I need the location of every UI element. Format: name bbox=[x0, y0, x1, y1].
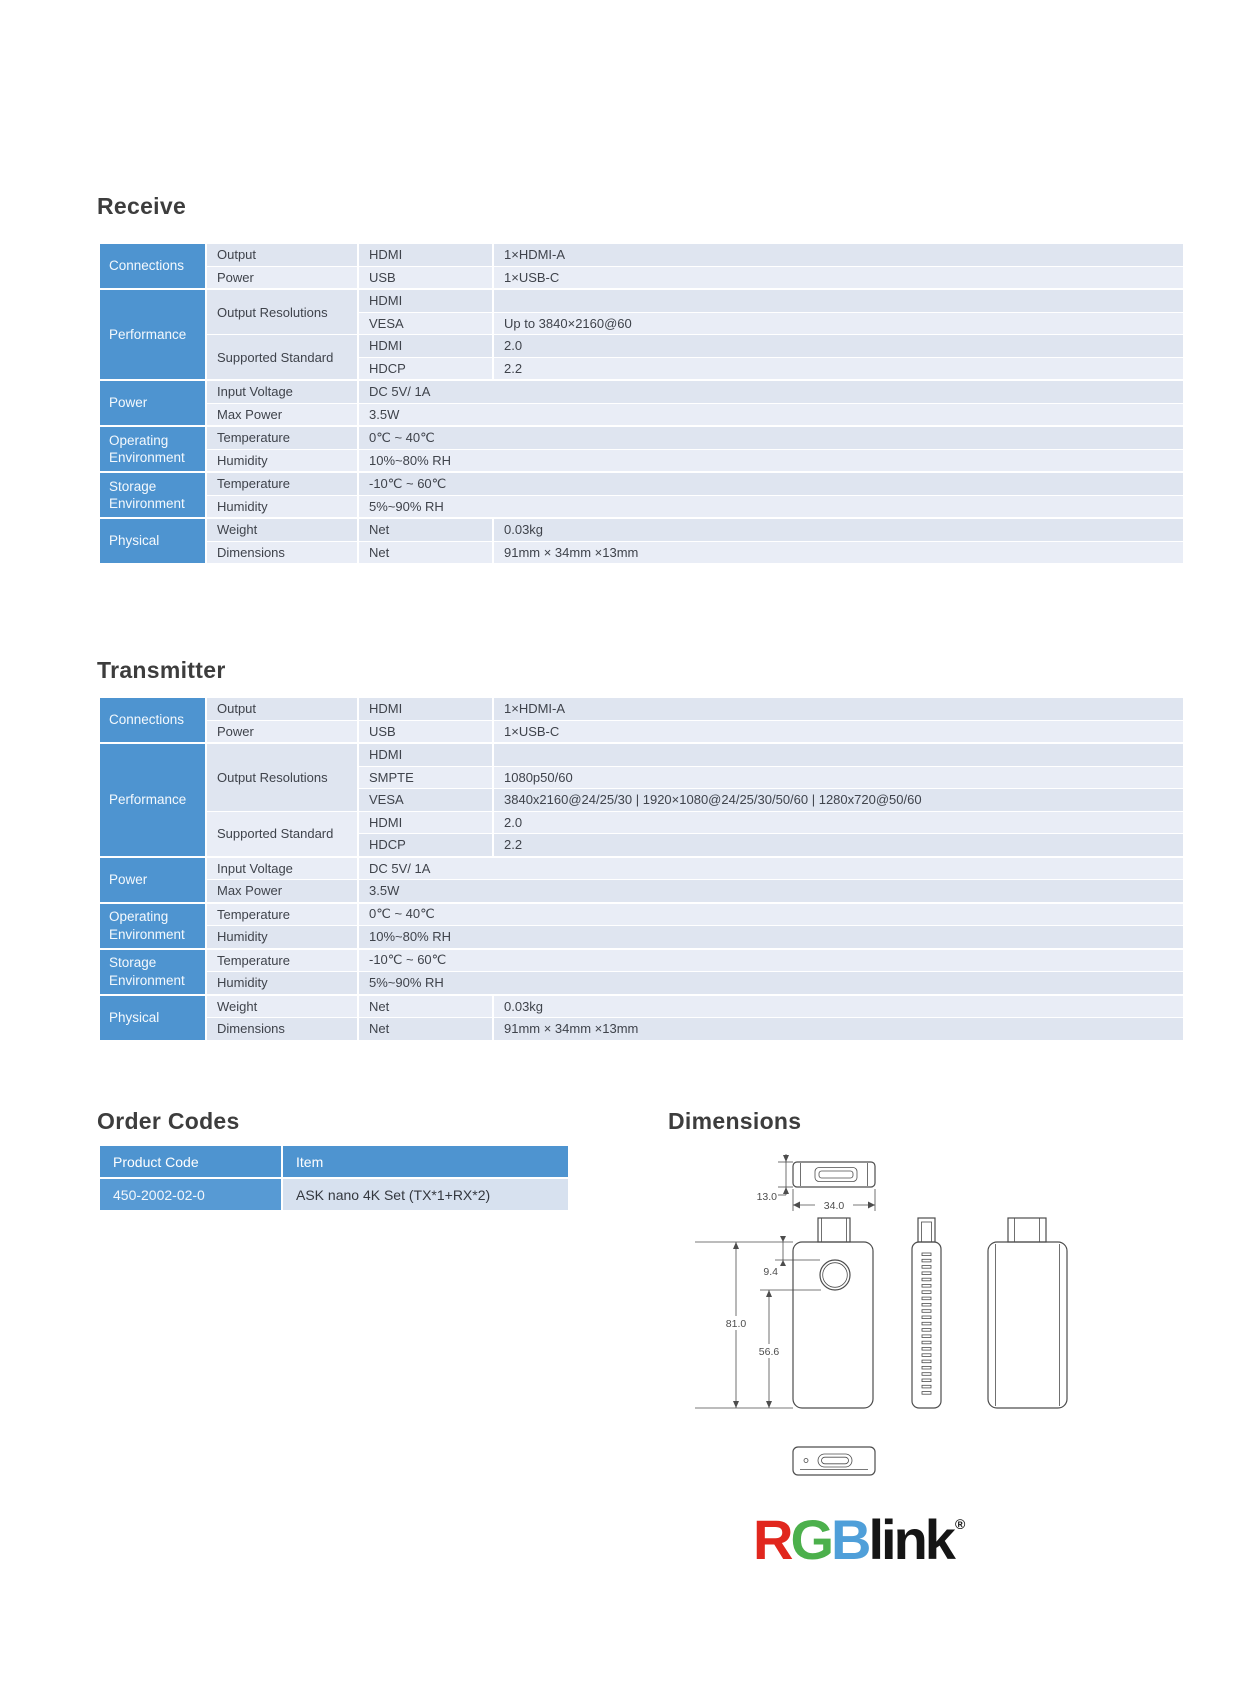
spec-subgroup bbox=[207, 721, 1183, 743]
spec-group-label: Storage Environment bbox=[100, 950, 205, 994]
spec-param-cell: Temperature bbox=[207, 473, 357, 495]
spec-param-cell: Output Resolutions bbox=[207, 290, 357, 334]
spec-row bbox=[359, 381, 1183, 403]
spec-group-label: Physical bbox=[100, 519, 205, 563]
back-view bbox=[988, 1218, 1067, 1408]
order-codes-header-product-code: Product Code bbox=[100, 1146, 281, 1177]
dimensions-drawing bbox=[650, 1148, 1090, 1488]
spec-subrows bbox=[359, 496, 1183, 518]
spec-value-cell: 91mm × 34mm ×13mm bbox=[494, 542, 1183, 564]
spec-row bbox=[359, 244, 1183, 266]
item-value: ASK nano 4K Set (TX*1+RX*2) bbox=[283, 1179, 568, 1210]
spec-key-cell: HDMI bbox=[359, 698, 492, 720]
spec-row bbox=[359, 767, 1183, 789]
spec-subrows bbox=[359, 996, 1183, 1018]
spec-subgroup bbox=[207, 473, 1183, 495]
spec-group-label: Physical bbox=[100, 996, 205, 1040]
spec-group-label: Operating Environment bbox=[100, 904, 205, 948]
spec-value-cell: 3.5W bbox=[359, 880, 1183, 902]
spec-subgroup bbox=[207, 1018, 1183, 1040]
dim-width bbox=[793, 1189, 875, 1212]
front-view bbox=[793, 1218, 873, 1408]
spec-value-cell: 0℃ ~ 40℃ bbox=[359, 904, 1183, 926]
spec-group-rows bbox=[207, 244, 1183, 288]
spec-value-cell: 10%~80% RH bbox=[359, 450, 1183, 472]
spec-row bbox=[359, 427, 1183, 449]
spec-row bbox=[359, 904, 1183, 926]
spec-group bbox=[100, 427, 1183, 471]
spec-row bbox=[359, 290, 1183, 312]
spec-key-cell: VESA bbox=[359, 789, 492, 811]
spec-row bbox=[359, 834, 1183, 856]
spec-value-cell: -10℃ ~ 60℃ bbox=[359, 950, 1183, 972]
spec-subgroup bbox=[207, 880, 1183, 902]
spec-value-cell: 10%~80% RH bbox=[359, 926, 1183, 948]
spec-row bbox=[359, 950, 1183, 972]
spec-row bbox=[359, 404, 1183, 426]
spec-subrows bbox=[359, 244, 1183, 266]
spec-subgroup bbox=[207, 972, 1183, 994]
vent-ridges bbox=[922, 1253, 931, 1394]
spec-value-cell: 2.0 bbox=[494, 335, 1183, 357]
spec-group bbox=[100, 858, 1183, 902]
spec-subrows bbox=[359, 542, 1183, 564]
spec-key-cell: HDMI bbox=[359, 244, 492, 266]
spec-param-cell: Supported Standard bbox=[207, 812, 357, 856]
order-codes-header-item: Item bbox=[283, 1146, 568, 1177]
spec-value-cell bbox=[494, 744, 1183, 766]
spec-row bbox=[359, 542, 1183, 564]
spec-param-cell: Weight bbox=[207, 996, 357, 1018]
dim-height-label: 81.0 bbox=[725, 1318, 747, 1330]
spec-key-cell: HDMI bbox=[359, 744, 492, 766]
spec-key-cell: Net bbox=[359, 542, 492, 564]
spec-group bbox=[100, 996, 1183, 1040]
spec-row bbox=[359, 926, 1183, 948]
spec-subgroup bbox=[207, 404, 1183, 426]
spec-row bbox=[359, 1018, 1183, 1040]
receive-spec-table bbox=[100, 244, 1183, 563]
spec-subrows bbox=[359, 473, 1183, 495]
usb-c-port bbox=[818, 1454, 852, 1467]
spec-value-cell: 1×HDMI-A bbox=[494, 244, 1183, 266]
spec-group-rows bbox=[207, 904, 1183, 948]
spec-row bbox=[359, 335, 1183, 357]
spec-group bbox=[100, 950, 1183, 994]
spec-subgroup bbox=[207, 950, 1183, 972]
spec-group-rows bbox=[207, 996, 1183, 1040]
spec-param-cell: Humidity bbox=[207, 926, 357, 948]
spec-subrows bbox=[359, 427, 1183, 449]
spec-group bbox=[100, 290, 1183, 379]
spec-group bbox=[100, 519, 1183, 563]
spec-param-cell: Dimensions bbox=[207, 1018, 357, 1040]
spec-group-rows bbox=[207, 744, 1183, 856]
spec-param-cell: Output bbox=[207, 698, 357, 720]
spec-param-cell: Weight bbox=[207, 519, 357, 541]
spec-row bbox=[359, 744, 1183, 766]
spec-value-cell: 0.03kg bbox=[494, 996, 1183, 1018]
spec-key-cell: USB bbox=[359, 721, 492, 743]
spec-row bbox=[359, 789, 1183, 811]
spec-key-cell: HDMI bbox=[359, 812, 492, 834]
spec-key-cell: Net bbox=[359, 996, 492, 1018]
spec-group-rows bbox=[207, 698, 1183, 742]
spec-row bbox=[359, 996, 1183, 1018]
spec-param-cell: Input Voltage bbox=[207, 858, 357, 880]
spec-param-cell: Dimensions bbox=[207, 542, 357, 564]
spec-subrows bbox=[359, 404, 1183, 426]
spec-group-rows bbox=[207, 519, 1183, 563]
spec-key-cell: HDCP bbox=[359, 834, 492, 856]
spec-param-cell: Supported Standard bbox=[207, 335, 357, 379]
spec-group-rows bbox=[207, 427, 1183, 471]
spec-group-label: Connections bbox=[100, 244, 205, 288]
spec-row bbox=[359, 698, 1183, 720]
spec-subgroup bbox=[207, 996, 1183, 1018]
spec-subrows bbox=[359, 381, 1183, 403]
spec-value-cell: DC 5V/ 1A bbox=[359, 381, 1183, 403]
spec-param-cell: Power bbox=[207, 721, 357, 743]
product-code-value: 450-2002-02-0 bbox=[100, 1179, 281, 1210]
spec-value-cell bbox=[494, 290, 1183, 312]
spec-param-cell: Humidity bbox=[207, 972, 357, 994]
spec-group-rows bbox=[207, 473, 1183, 517]
spec-group-label: Operating Environment bbox=[100, 427, 205, 471]
dim-top-thickness bbox=[757, 1154, 793, 1203]
spec-param-cell: Output Resolutions bbox=[207, 744, 357, 811]
spec-value-cell: DC 5V/ 1A bbox=[359, 858, 1183, 880]
dim-height bbox=[695, 1242, 793, 1408]
spec-subrows bbox=[359, 335, 1183, 379]
spec-value-cell: 2.2 bbox=[494, 834, 1183, 856]
spec-key-cell: Net bbox=[359, 1018, 492, 1040]
spec-subgroup bbox=[207, 542, 1183, 564]
spec-subgroup bbox=[207, 335, 1183, 379]
spec-value-cell: -10℃ ~ 60℃ bbox=[359, 473, 1183, 495]
spec-value-cell: 0℃ ~ 40℃ bbox=[359, 427, 1183, 449]
spec-row bbox=[359, 880, 1183, 902]
spec-param-cell: Input Voltage bbox=[207, 381, 357, 403]
spec-param-cell: Temperature bbox=[207, 904, 357, 926]
spec-subgroup bbox=[207, 381, 1183, 403]
spec-param-cell: Temperature bbox=[207, 427, 357, 449]
spec-row bbox=[359, 313, 1183, 335]
spec-subrows bbox=[359, 721, 1183, 743]
spec-subgroup bbox=[207, 450, 1183, 472]
spec-value-cell: 1080p50/60 bbox=[494, 767, 1183, 789]
spec-param-cell: Output bbox=[207, 244, 357, 266]
spec-group-rows bbox=[207, 950, 1183, 994]
spec-row bbox=[359, 812, 1183, 834]
spec-key-cell: HDMI bbox=[359, 335, 492, 357]
spec-param-cell: Temperature bbox=[207, 950, 357, 972]
dim-button-top-label: 9.4 bbox=[763, 1266, 778, 1278]
spec-param-cell: Humidity bbox=[207, 450, 357, 472]
spec-key-cell: HDMI bbox=[359, 290, 492, 312]
spec-group bbox=[100, 244, 1183, 288]
dim-button-bottom bbox=[752, 1290, 821, 1408]
spec-subrows bbox=[359, 926, 1183, 948]
spec-value-cell: 1×HDMI-A bbox=[494, 698, 1183, 720]
spec-subrows bbox=[359, 290, 1183, 334]
spec-key-cell: Net bbox=[359, 519, 492, 541]
spec-key-cell: USB bbox=[359, 267, 492, 289]
spec-value-cell: 1×USB-C bbox=[494, 721, 1183, 743]
spec-subgroup bbox=[207, 812, 1183, 856]
dim-button-bottom-label: 56.6 bbox=[758, 1346, 780, 1358]
dimensions-section-title: Dimensions bbox=[668, 1108, 802, 1134]
spec-subrows bbox=[359, 950, 1183, 972]
spec-subgroup bbox=[207, 744, 1183, 811]
logo-letter-g: G bbox=[790, 1508, 832, 1571]
spec-subgroup bbox=[207, 858, 1183, 880]
spec-subrows bbox=[359, 812, 1183, 856]
spec-group bbox=[100, 473, 1183, 517]
order-codes-header-row bbox=[100, 1146, 568, 1177]
spec-group-label: Performance bbox=[100, 290, 205, 379]
spec-group-label: Performance bbox=[100, 744, 205, 856]
spec-group-rows bbox=[207, 381, 1183, 425]
transmitter-spec-table bbox=[100, 698, 1183, 1040]
logo-letter-b: B bbox=[831, 1508, 869, 1571]
registered-trademark-icon: ® bbox=[954, 1516, 966, 1532]
spec-subrows bbox=[359, 267, 1183, 289]
order-codes-section-title: Order Codes bbox=[97, 1108, 240, 1134]
spec-row bbox=[359, 721, 1183, 743]
spec-row bbox=[359, 858, 1183, 880]
transmitter-section-title: Transmitter bbox=[97, 657, 226, 683]
spec-subgroup bbox=[207, 926, 1183, 948]
spec-value-cell: 5%~90% RH bbox=[359, 496, 1183, 518]
spec-row bbox=[359, 473, 1183, 495]
order-codes-data-row bbox=[100, 1179, 568, 1210]
spec-value-cell: 3.5W bbox=[359, 404, 1183, 426]
dim-width-label: 34.0 bbox=[823, 1200, 845, 1212]
spec-row bbox=[359, 496, 1183, 518]
spec-value-cell: 1×USB-C bbox=[494, 267, 1183, 289]
spec-subgroup bbox=[207, 519, 1183, 541]
spec-row bbox=[359, 267, 1183, 289]
spec-subgroup bbox=[207, 904, 1183, 926]
spec-subgroup bbox=[207, 496, 1183, 518]
spec-subrows bbox=[359, 450, 1183, 472]
spec-value-cell: Up to 3840×2160@60 bbox=[494, 313, 1183, 335]
spec-subgroup bbox=[207, 427, 1183, 449]
spec-value-cell: 2.0 bbox=[494, 812, 1183, 834]
spec-subrows bbox=[359, 1018, 1183, 1040]
spec-subgroup bbox=[207, 267, 1183, 289]
spec-subrows bbox=[359, 904, 1183, 926]
rgblink-logo bbox=[753, 1508, 966, 1571]
spec-subgroup bbox=[207, 698, 1183, 720]
spec-group-rows bbox=[207, 858, 1183, 902]
spec-subgroup bbox=[207, 290, 1183, 334]
spec-group-label: Power bbox=[100, 381, 205, 425]
spec-param-cell: Humidity bbox=[207, 496, 357, 518]
logo-letter-r: R bbox=[753, 1508, 791, 1571]
spec-value-cell: 0.03kg bbox=[494, 519, 1183, 541]
spec-param-cell: Max Power bbox=[207, 880, 357, 902]
spec-row bbox=[359, 358, 1183, 380]
spec-subrows bbox=[359, 744, 1183, 811]
spec-subgroup bbox=[207, 244, 1183, 266]
spec-group-label: Power bbox=[100, 858, 205, 902]
spec-group bbox=[100, 381, 1183, 425]
spec-row bbox=[359, 972, 1183, 994]
order-codes-table bbox=[100, 1146, 568, 1210]
spec-param-cell: Power bbox=[207, 267, 357, 289]
power-button bbox=[820, 1260, 850, 1290]
spec-subrows bbox=[359, 972, 1183, 994]
top-view bbox=[793, 1162, 875, 1187]
spec-subrows bbox=[359, 880, 1183, 902]
spec-key-cell: SMPTE bbox=[359, 767, 492, 789]
receive-section-title: Receive bbox=[97, 193, 187, 219]
spec-group-rows bbox=[207, 290, 1183, 379]
spec-value-cell: 5%~90% RH bbox=[359, 972, 1183, 994]
spec-subrows bbox=[359, 519, 1183, 541]
spec-value-cell: 91mm × 34mm ×13mm bbox=[494, 1018, 1183, 1040]
dim-top-thickness-label: 13.0 bbox=[756, 1191, 777, 1203]
spec-group-label: Connections bbox=[100, 698, 205, 742]
spec-group bbox=[100, 904, 1183, 948]
spec-subrows bbox=[359, 698, 1183, 720]
spec-value-cell: 2.2 bbox=[494, 358, 1183, 380]
spec-group bbox=[100, 698, 1183, 742]
side-view bbox=[912, 1218, 941, 1408]
bottom-view bbox=[793, 1447, 875, 1475]
led-hole bbox=[804, 1459, 808, 1463]
spec-key-cell: HDCP bbox=[359, 358, 492, 380]
logo-text-link: link bbox=[868, 1508, 953, 1571]
spec-value-cell: 3840x2160@24/25/30 | 1920×1080@24/25/30/50/60 | 1280x720@50/60 bbox=[494, 789, 1183, 811]
spec-group bbox=[100, 744, 1183, 856]
spec-subrows bbox=[359, 858, 1183, 880]
spec-row bbox=[359, 519, 1183, 541]
spec-key-cell: VESA bbox=[359, 313, 492, 335]
spec-group-label: Storage Environment bbox=[100, 473, 205, 517]
spec-row bbox=[359, 450, 1183, 472]
spec-param-cell: Max Power bbox=[207, 404, 357, 426]
